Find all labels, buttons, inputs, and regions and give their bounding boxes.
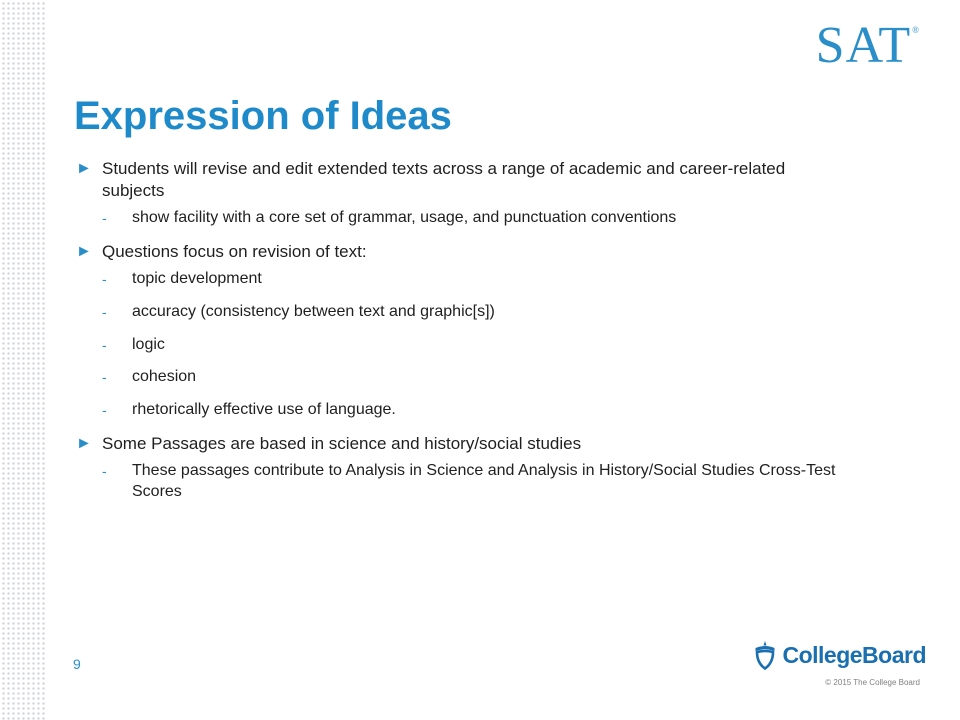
page-number: 9 [73, 656, 81, 672]
sub-item-text: rhetorically effective use of language. [132, 401, 396, 419]
dash-icon: - [102, 463, 107, 480]
dash-icon: - [102, 210, 107, 227]
sub-list [102, 208, 846, 229]
dash-icon: - [102, 303, 107, 320]
sub-item [102, 461, 846, 503]
bullet-item [76, 158, 846, 202]
bullet-item [76, 433, 846, 455]
sat-logo-text: SAT [815, 17, 912, 74]
sub-item [102, 208, 846, 229]
sub-item [102, 335, 846, 356]
copyright-notice: © 2015 The College Board [825, 678, 920, 687]
bullet-text: Questions focus on revision of text: [102, 241, 367, 261]
sub-list [102, 461, 846, 503]
sat-logo [815, 17, 920, 74]
acorn-icon [752, 640, 778, 670]
college-board-logo [752, 640, 926, 670]
sub-item [102, 302, 846, 323]
bullet-list [76, 158, 846, 515]
bullet-item [76, 241, 846, 263]
sub-item-text: show facility with a core set of grammar, usage, and punctuation conventions [132, 209, 677, 227]
brand-name: CollegeBoard [782, 641, 926, 668]
bullet-text: Some Passages are based in science and history/social studies [102, 434, 582, 454]
right-triangle-icon: ► [76, 242, 92, 260]
slide-title: Expression of Ideas [74, 94, 452, 138]
bullet-text: Students will revise and edit extended texts across a range of academic and career-related subjects [102, 159, 786, 201]
right-triangle-icon: ► [76, 435, 92, 453]
sub-item-text: accuracy (consistency between text and graphic[s]) [132, 302, 495, 320]
dash-icon: - [102, 336, 107, 353]
sub-item [102, 400, 846, 421]
sub-item-text: logic [132, 335, 165, 353]
sub-item [102, 269, 846, 290]
dotted-side-pattern [0, 0, 46, 720]
sub-item-text: cohesion [132, 368, 197, 386]
dash-icon: - [102, 369, 107, 386]
dash-icon: - [102, 271, 107, 288]
sub-list [102, 269, 846, 421]
registered-mark: ® [912, 25, 920, 35]
sub-item-text: topic development [132, 270, 262, 288]
dash-icon: - [102, 402, 107, 419]
right-triangle-icon: ► [76, 160, 92, 177]
sub-item-text: These passages contribute to Analysis in Science and Analysis in History/Social Studies Cross-Test Scores [132, 462, 836, 500]
sub-item [102, 367, 846, 388]
